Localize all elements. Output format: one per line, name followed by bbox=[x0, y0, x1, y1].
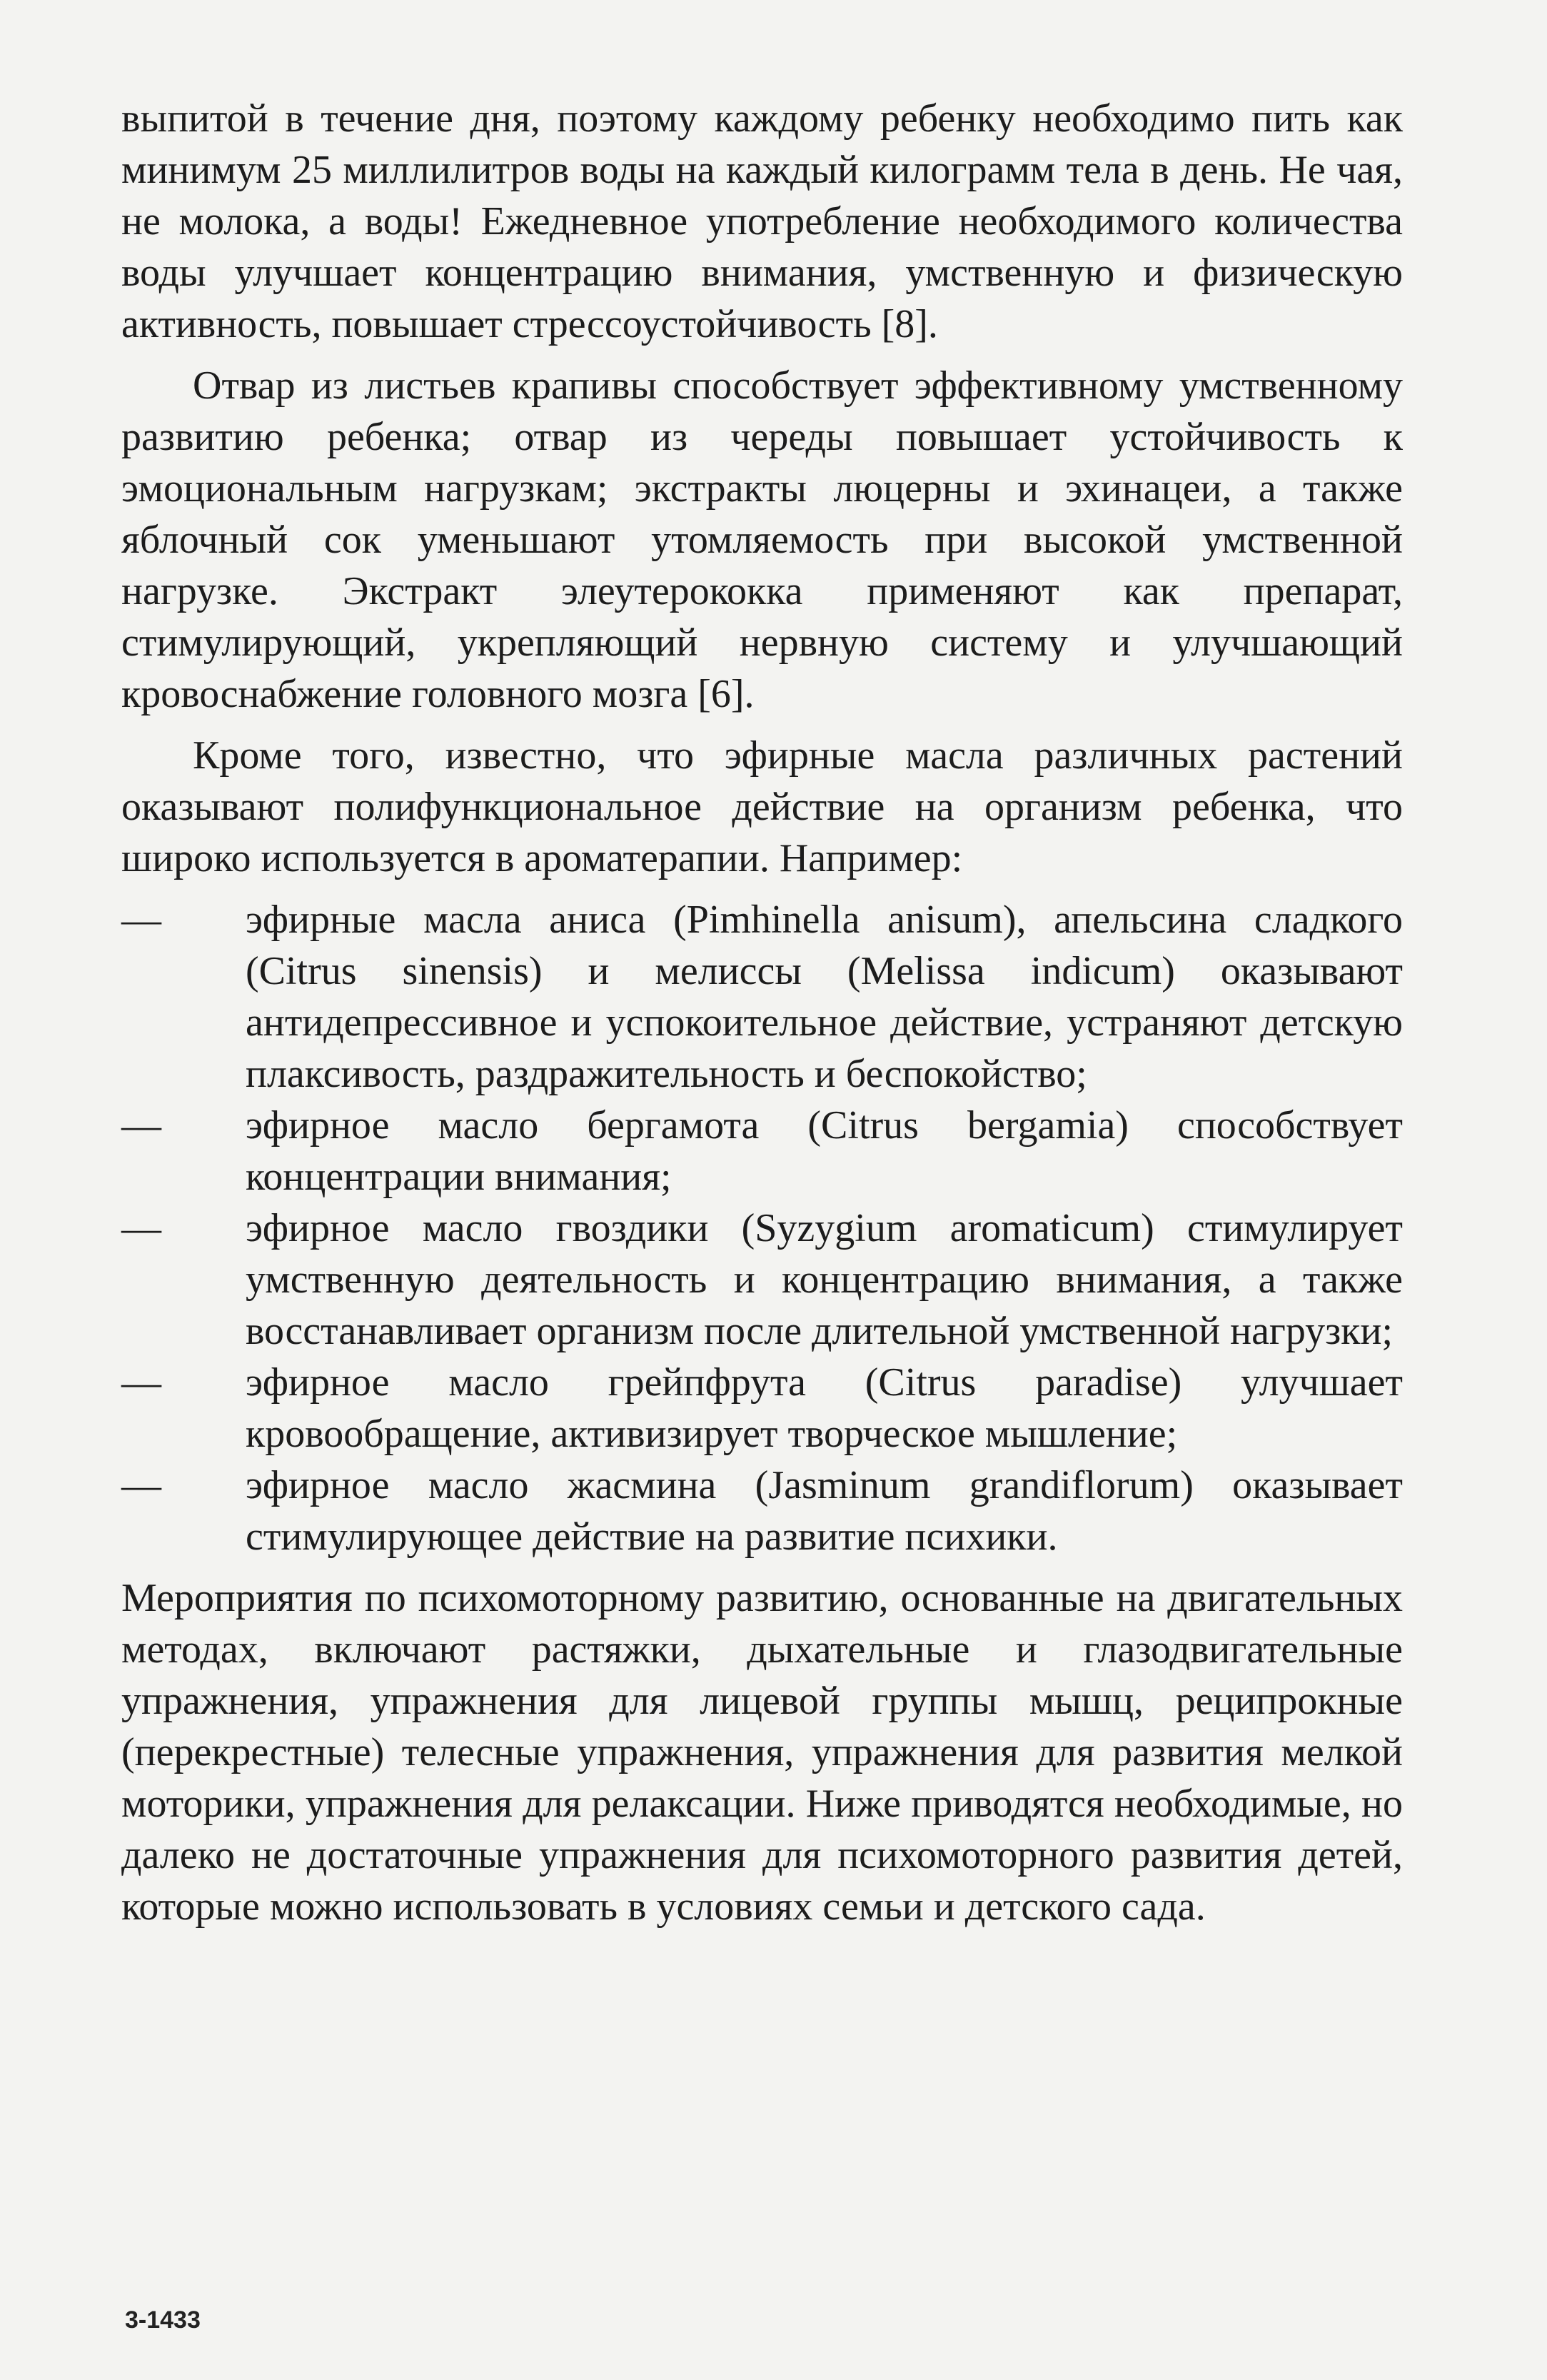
body-text bbox=[121, 93, 1403, 1942]
list-item-text: эфирные масла аниса (Pimhinella anisum), апельсина сладкого (Citrus sinensis) и мелиссы (Melissa indicum) оказывают антидепрессивное и успокоительное действие, устраняют детскую плаксивость, раздражительность и беспокойство; bbox=[246, 898, 1403, 1096]
list-item bbox=[121, 1357, 1403, 1460]
signature-code: 3-1433 bbox=[125, 2306, 201, 2334]
list-item-text: эфирное масло гвоздики (Syzygium aromaticum) стимулирует умственную деятельность и концентрацию внимания, а также восстанавливает организм после длительной умственной нагрузки; bbox=[246, 1206, 1403, 1353]
list-item bbox=[121, 894, 1403, 1100]
list-dash: — bbox=[121, 898, 161, 942]
paragraph-water: выпитой в течение дня, поэтому каждому ребенку необходимо пить как минимум 25 миллилитров воды на каждый килограмм тела в день. Не чая, не молока, а воды! Ежедневное употребление необходимого количества воды улучшает концентрацию внимания, умственную и физическую активность, повышает стрессоустойчивость [8]. bbox=[121, 96, 1403, 346]
list-item-text: эфирное масло грейпфрута (Citrus paradise) улучшает кровообращение, активизирует творческое мышление; bbox=[246, 1360, 1403, 1456]
list-item bbox=[121, 1100, 1403, 1202]
paragraph-psychomotor: Мероприятия по психомоторному развитию, основанные на двигательных методах, включают растяжки, дыхательные и глазодвигательные упражнения, упражнения для лицевой группы мышц, реципрокные (перекрестные) телесные упражнения, упражнения для развития мелкой моторики, упражнения для релаксации. Ниже приводятся необходимые, но далеко не достаточные упражнения для психомоторного развития детей, которые можно использовать в условиях семьи и детского сада. bbox=[121, 1576, 1403, 1929]
list-dash: — bbox=[121, 1103, 161, 1148]
paragraph-essential-oils: Кроме того, известно, что эфирные масла различных растений оказывают полифункциональное действие на организм ребенка, что широко используется в ароматерапии. Например: bbox=[121, 733, 1403, 880]
list-dash: — bbox=[121, 1206, 161, 1250]
list-item bbox=[121, 1460, 1403, 1562]
essential-oils-list bbox=[121, 894, 1403, 1562]
list-item-text: эфирное масло бергамота (Citrus bergamia) способствует концентрации внимания; bbox=[246, 1103, 1403, 1199]
list-dash: — bbox=[121, 1463, 161, 1507]
list-item-text: эфирное масло жасмина (Jasminum grandiflorum) оказывает стимулирующее действие на развитие психики. bbox=[246, 1463, 1403, 1559]
list-dash: — bbox=[121, 1360, 161, 1405]
paragraph-herbs: Отвар из листьев крапивы способствует эффективному умственному развитию ребенка; отвар из череды повышает устойчивость к эмоциональным нагрузкам; экстракты люцерны и эхинацеи, а также яблочный сок уменьшают утомляемость при высокой умственной нагрузке. Экстракт элеутерококка применяют как препарат, стимулирующий, укрепляющий нервную систему и улучшающий кровоснабжение головного мозга [6]. bbox=[121, 363, 1403, 716]
list-item bbox=[121, 1202, 1403, 1357]
